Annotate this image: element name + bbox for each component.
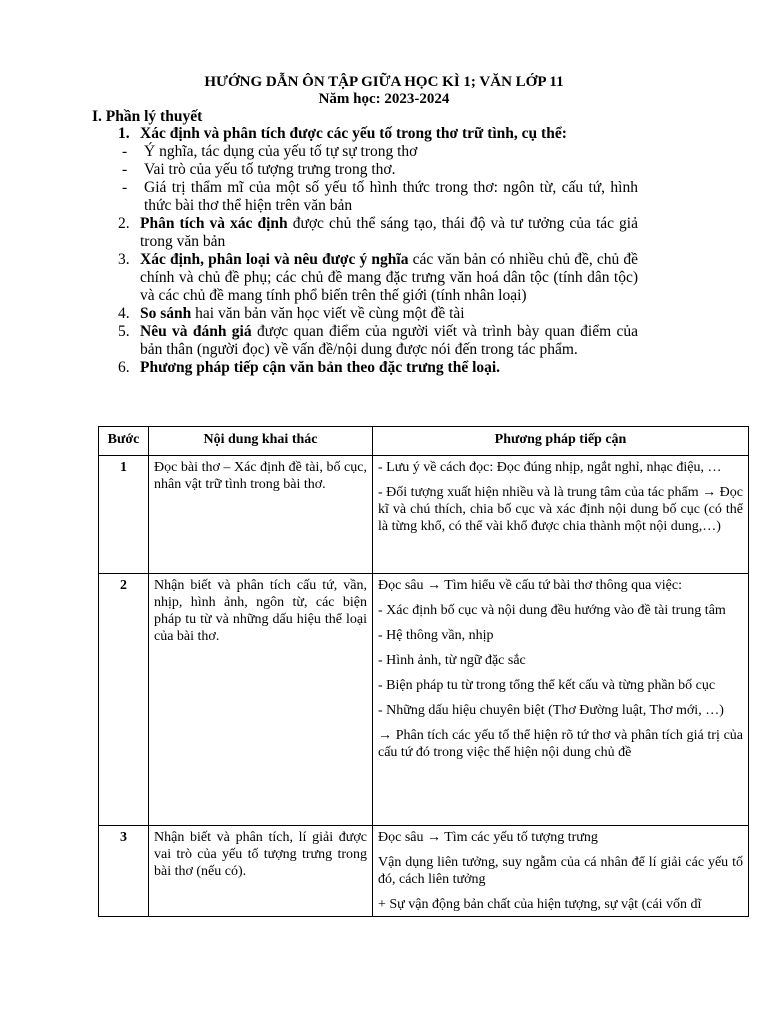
table-row [99,456,749,574]
table-header-row [99,427,749,456]
sub-item: - Giá trị thẩm mĩ của một số yếu tố hình thức trong thơ: ngôn từ, cấu tứ, hình thức bài thơ thể hiện trên văn bản [122,179,638,214]
section-heading: I. Phần lý thuyết [92,108,203,125]
table-row [99,826,749,917]
item-bold-text: Nêu và đánh giá [140,323,252,340]
item-number: 4. [118,305,130,322]
school-year: Năm học: 2023-2024 [318,91,450,107]
header-content: Nội dung khai thác [149,427,373,456]
content-cell: Đọc bài thơ – Xác định đề tài, bố cục, nhân vật trữ tình trong bài thơ. [149,456,373,574]
table-row [99,574,749,826]
item-text: được quan điểm của người viết và trình bày quan điểm của bản thân (người đọc) về vấn đề/nội dung được nói đến trong tác phẩm. [140,323,638,358]
sub-item: - Ý nghĩa, tác dụng của yếu tố tự sự trong thơ [122,143,418,160]
header-method: Phương pháp tiếp cận [373,427,749,456]
item-bold-text: Phân tích và xác định [140,215,288,232]
content-cell: Nhận biết và phân tích, lí giải được vai trò của yếu tố tượng trưng trong bài thơ (nếu có). [149,826,373,917]
sub-item: - Vai trò của yếu tố tượng trưng trong thơ. [122,161,396,178]
item-number: 2. [118,215,130,232]
list-item [118,125,638,143]
item-text: được chủ thể sáng tạo, thái độ và tư tưởng của tác giả trong văn bản [140,215,638,250]
item-number: 5. [118,323,130,340]
list-item [118,323,638,359]
item-bold-text: Xác định và phân tích được các yếu tố trong thơ trữ tình, cụ thể: [140,125,567,142]
item-number: 6. [118,359,130,376]
item-number: 3. [118,251,130,268]
list-item [118,305,638,323]
header-step: Bước [99,427,149,456]
method-table [98,426,749,917]
list-item [118,359,638,377]
item-bold-text: Phương pháp tiếp cận văn bản theo đặc trưng thể loại. [140,359,501,376]
method-cell: Đọc sâu → Tìm các yếu tố tượng trưng Vận dụng liên tưởng, suy ngẫm của cá nhân để lí giải các yếu tố đó, cách liên tưởng + Sự vận động bản chất của hiện tượng, sự vật (cái vốn dĩ [373,826,749,917]
item-text: các văn bản có nhiều chủ đề, chủ đề chính và chủ đề phụ; các chủ đề mang đặc trưng văn hoá dân tộc (tính dân tộc) và các chủ đề mang tính phổ biến trên thế giới (tính nhân loại) [140,251,638,304]
document-title: HƯỚNG DẪN ÔN TẬP GIỮA HỌC KÌ 1; VĂN LỚP 11 [204,74,564,90]
step-number: 1 [99,456,149,574]
sub-list [118,143,638,215]
list-item [118,251,638,305]
item-bold-text: Xác định, phân loại và nêu được ý nghĩa [140,251,409,268]
step-number: 2 [99,574,149,826]
step-number: 3 [99,826,149,917]
list-item [118,215,638,251]
item-bold-text: So sánh [140,305,192,322]
method-cell: - Lưu ý về cách đọc: Đọc đúng nhịp, ngắt nghỉ, nhạc điệu, … - Đối tượng xuất hiện nhiều và là trung tâm của tác phẩm → Đọc kĩ và chú thích, chia bố cục và xác định nội dung bố cục (có thể là từng khổ, có thể vài khổ được chia thành một nội dung,…) [373,456,749,574]
theory-list [118,125,638,377]
content-cell: Nhận biết và phân tích cấu tứ, vần, nhịp, hình ảnh, ngôn từ, các biện pháp tu từ và những dấu hiệu thể loại của bài thơ. [149,574,373,826]
item-text: hai văn bản văn học viết về cùng một đề tài [191,305,465,322]
item-number: 1. [118,125,130,142]
method-cell: Đọc sâu → Tìm hiểu về cấu tứ bài thơ thông qua việc: - Xác định bố cục và nội dung đều hướng vào đề tài trung tâm - Hệ thông vần, nhịp - Hình ảnh, từ ngữ đặc sắc - Biện pháp tu từ trong tổng thể kết cấu và từng phần bố cục - Những dấu hiệu chuyên biệt (Thơ Đường luật, Thơ mới, …) → Phân tích các yếu tố thể hiện rõ tứ thơ và phân tích giá trị của cấu tứ đó trong việc thể hiện nội dung chủ đề [373,574,749,826]
